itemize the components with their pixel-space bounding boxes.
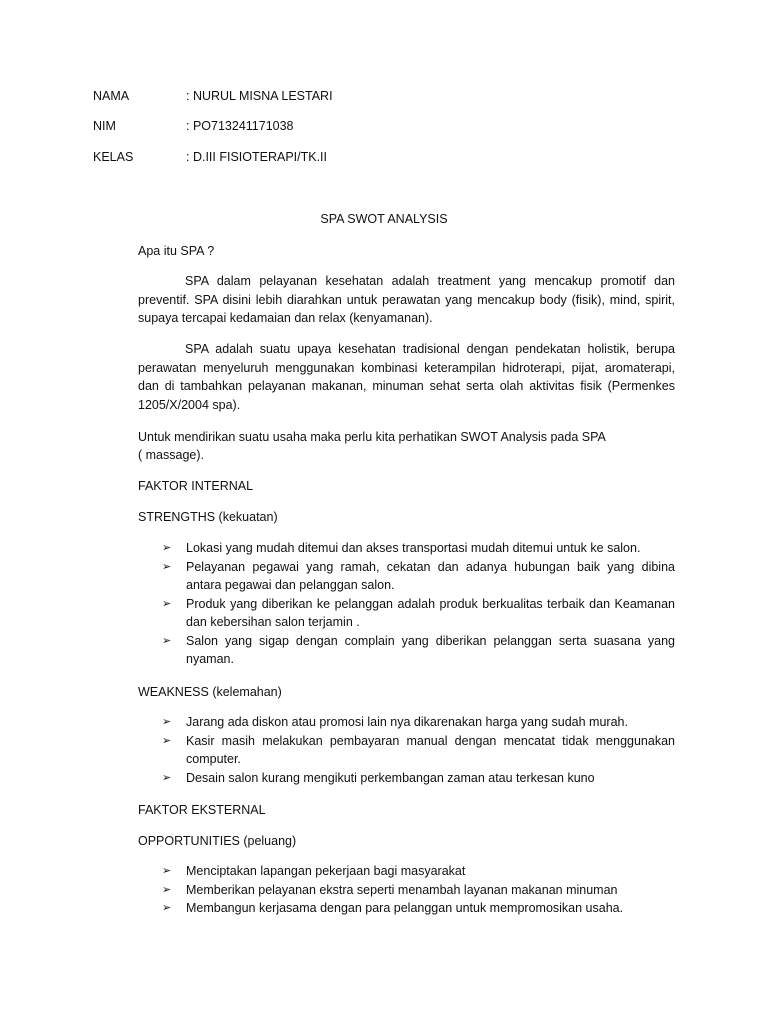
class-label: KELAS xyxy=(93,150,134,164)
arrowhead-bullet-icon: ➢ xyxy=(162,883,172,896)
list-item-text: Jarang ada diskon atau promosi lain nya dikarenakan harga yang sudah murah. xyxy=(186,715,628,729)
arrowhead-bullet-icon: ➢ xyxy=(162,865,172,877)
list-item xyxy=(138,632,675,669)
list-item xyxy=(138,539,675,558)
list-item-text: Membangun kerjasama dengan para pelanggan untuk mempromosikan usaha. xyxy=(186,901,624,915)
weakness-list xyxy=(138,713,675,787)
list-item xyxy=(138,558,675,595)
nim-value: : PO713241171038 xyxy=(186,119,294,133)
list-item-text: Produk yang diberikan ke pelanggan adalah produk berkualitas terbaik dan Keamanan dan kebersihan salon terjamin . xyxy=(186,596,675,629)
list-item-text: Kasir masih melakukan pembayaran manual dengan mencatat tidak menggunakan computer. xyxy=(186,733,675,766)
opportunities-heading: OPPORTUNITIES (peluang) xyxy=(138,834,297,848)
list-item xyxy=(138,862,675,881)
list-item xyxy=(138,899,675,918)
paragraph-spa-definition xyxy=(138,272,675,328)
intro-line-2: ( massage). xyxy=(138,448,204,462)
name-value: : NURUL MISNA LESTARI xyxy=(186,89,333,103)
opportunities-list xyxy=(138,862,675,918)
arrowhead-bullet-icon: ➢ xyxy=(162,734,172,747)
question-line: Apa itu SPA ? xyxy=(138,244,215,258)
list-item xyxy=(138,595,675,632)
list-item-text: Salon yang sigap dengan complain yang diberikan pelanggan serta suasana yang nyaman. xyxy=(186,633,675,666)
internal-factor-heading: FAKTOR INTERNAL xyxy=(138,479,254,493)
name-label: NAMA xyxy=(93,89,130,103)
paragraph-text: SPA adalah suatu upaya kesehatan tradisional dengan pendekatan holistik, berupa perawatan menyeluruh menggunakan kombinasi keterampilan hidroterapi, pijat, aromaterapi, dan di tambahkan pelayanan makanan, minuman sehat serta olah aktivitas fisik (Permenkes 1205/X/2004 spa). xyxy=(138,342,675,412)
arrowhead-bullet-icon: ➢ xyxy=(162,771,172,784)
list-item xyxy=(138,769,675,788)
list-item-text: Lokasi yang mudah ditemui dan akses transportasi mudah ditemui untuk ke salon. xyxy=(186,541,641,555)
list-item-text: Pelayanan pegawai yang ramah, cekatan dan adanya hubungan baik yang dibina antara pegawai dan pelanggan salon. xyxy=(186,559,675,592)
list-item xyxy=(138,732,675,769)
weakness-heading: WEAKNESS (kelemahan) xyxy=(138,685,282,699)
document-title: SPA SWOT ANALYSIS xyxy=(320,212,448,226)
list-item-text: Desain salon kurang mengikuti perkembangan zaman atau terkesan kuno xyxy=(186,770,595,785)
arrowhead-bullet-icon: ➢ xyxy=(162,560,172,573)
intro-line-1: Untuk mendirikan suatu usaha maka perlu kita perhatikan SWOT Analysis pada SPA xyxy=(138,430,606,444)
class-value: : D.III FISIOTERAPI/TK.II xyxy=(186,150,327,164)
arrowhead-bullet-icon: ➢ xyxy=(162,902,172,914)
arrowhead-bullet-icon: ➢ xyxy=(162,634,172,647)
arrowhead-bullet-icon: ➢ xyxy=(162,597,172,610)
nim-label: NIM xyxy=(93,119,116,133)
list-item xyxy=(138,881,675,900)
list-item xyxy=(138,713,675,732)
paragraph-text: SPA dalam pelayanan kesehatan adalah treatment yang mencakup promotif dan preventif. SPA disini lebih diarahkan untuk perawatan yang mencakup body (fisik), mind, spirit, supaya tercapai kedamaian dan relax (kenyamanan). xyxy=(138,274,675,325)
list-item-text: Menciptakan lapangan pekerjaan bagi masyarakat xyxy=(186,864,466,878)
paragraph-spa-holistic xyxy=(138,340,675,414)
arrowhead-bullet-icon: ➢ xyxy=(162,542,172,554)
strengths-list xyxy=(138,539,675,669)
list-item-text: Memberikan pelayanan ekstra seperti menambah layanan makanan minuman xyxy=(186,882,618,897)
strengths-heading: STRENGTHS (kekuatan) xyxy=(138,510,278,524)
external-factor-heading: FAKTOR EKSTERNAL xyxy=(138,803,266,817)
arrowhead-bullet-icon: ➢ xyxy=(162,716,172,728)
